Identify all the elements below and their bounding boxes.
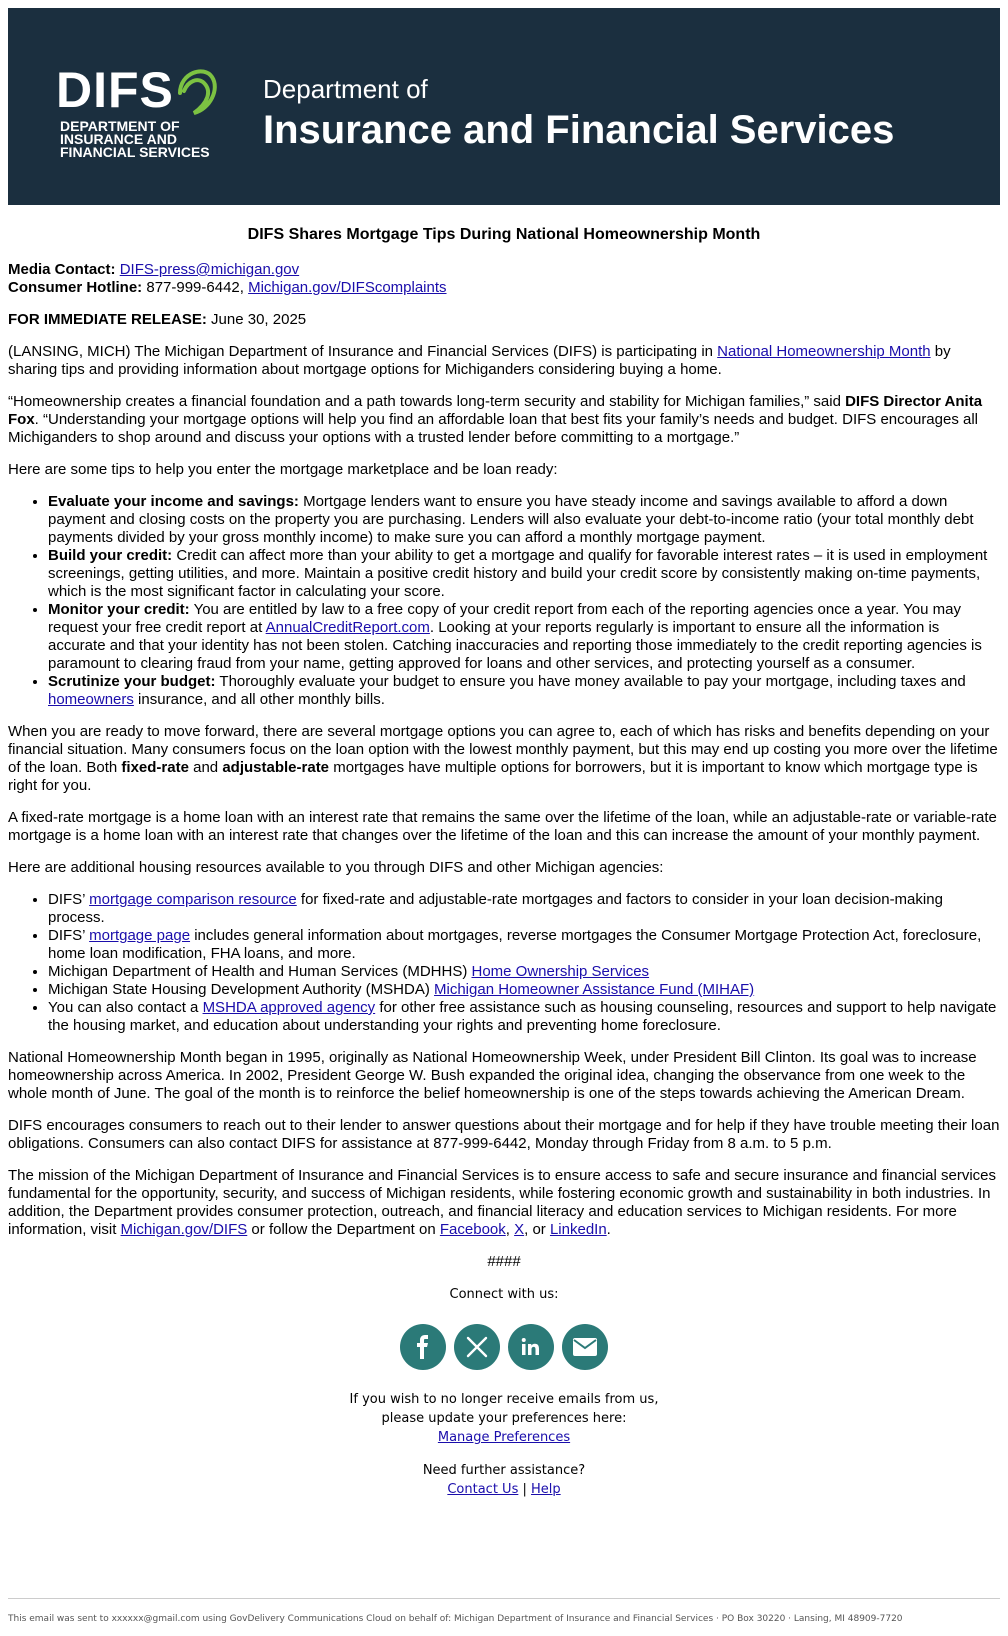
facebook-icon[interactable] [400,1324,446,1370]
list-item [48,891,1000,927]
homeowners-link[interactable]: homeowners [48,691,134,708]
resource-text-end: for fixed-rate and adjustable-rate mortgages and factors to consider in your loan decision-making process. [48,891,943,926]
list-item [48,981,1000,999]
email-icon[interactable] [562,1324,608,1370]
tips-list [8,493,1000,709]
logo-subtitle: DEPARTMENT OF INSURANCE AND FINANCIAL SERVICES [60,118,210,160]
banner-line2: Insurance and Financial Services [263,108,895,152]
resource-text: Michigan Department of Health and Human Services (MDHHS) [48,963,472,980]
mortgage-comparison-link[interactable]: mortgage comparison resource [89,891,297,908]
difs-logo [56,63,226,163]
link-separator: | [522,1482,527,1497]
tip-title: Monitor your credit: [48,601,190,618]
resources-list [8,891,1000,1035]
release-line [8,311,1000,329]
assistance-paragraph: DIFS encourages consumers to reach out to their lender to answer questions about their mortgage and for help if they have trouble meeting their loan obligations. Consumers can also contact DIFS for assistance at 877-999-6442, Monday through Friday from 8 a.m. to 5 p.m. [8,1117,1000,1152]
adjustable-rate-term: adjustable-rate [222,759,330,776]
tip-text-end: . Looking at your reports regularly is important to ensure all the information is accurate and that your identity has not been stolen. Catching inaccuracies and reporting those immediately to the credit reporting agencies is paramount to clearing fraud from your name, getting approved for loans and other services, and protecting yourself as a consumer. [48,619,982,672]
mshda-agency-link[interactable]: MSHDA approved agency [202,999,376,1016]
tip-title: Evaluate your income and savings: [48,493,299,510]
header-banner [8,8,1000,205]
email-footer: This email was sent to xxxxxx@gmail.com using GovDelivery Communications Cloud on behalf of: Michigan Department of Insurance and Financial Services · PO Box 30220 · Lansing, MI 48909-7720 [8,1598,1000,1625]
help-link[interactable]: Help [531,1482,561,1497]
resource-text: Michigan State Housing Development Authority (MSHDA) [48,981,435,998]
quote-text: “Homeownership creates a financial foundation and a path towards long-term security and stability for Michigan families,” said [8,393,846,410]
contact-us-link[interactable]: Contact Us [447,1482,519,1497]
hotline-number: 877-999-6442, [142,279,249,296]
quote-paragraph [8,393,1000,447]
annual-credit-report-link[interactable]: AnnualCreditReport.com [265,619,430,636]
mission-text: The mission of the Michigan Department of Insurance and Financial Services is to ensure access to safe and secure insurance and financial services fundamental for the opportunity, security, and success of Michigan residents, while fostering economic growth and sustainability in both industries. In addition, the Department provides consumer protection, outreach, and financial literacy and education services to Michigan residents. For more information, visit [8,1167,997,1238]
period: . [606,1221,611,1238]
or-separator: , or [524,1221,550,1238]
director-name: DIFS Director Anita Fox [8,393,983,428]
quote-text-end: . “Understanding your mortgage options will help you find an affordable loan that best fits your family’s needs and budget. DIFS encourages all Michiganders to shop around and discuss your options with a trusted lender before committing to a mortgage.” [8,411,979,446]
list-item [48,999,1000,1035]
logo-text: DIFS [56,62,174,118]
intro-paragraph [8,343,1000,379]
tip-title: Scrutinize your budget: [48,673,216,690]
assistance-block [8,1461,1000,1499]
media-contact-label: Media Contact: [8,261,116,278]
x-link[interactable]: X [514,1221,525,1238]
assistance-title: Need further assistance? [422,1463,586,1478]
list-item [48,547,1000,601]
tip-text: You are entitled by law to a free copy of your credit report from each of the reporting agencies once a year. You may request your free credit report at [48,601,961,636]
unsubscribe-block [8,1390,1000,1447]
resource-text: DIFS’ [48,891,90,908]
list-item [48,673,1000,709]
banner-line1: Department of [263,74,428,104]
home-ownership-services-link[interactable]: Home Ownership Services [471,963,650,980]
resource-text: You can also contact a [48,999,203,1016]
resource-text-end: includes general information about mortgages, reverse mortgages the Consumer Mortgage Protection Act, foreclosure, home loan modification, FHA loans, and more. [48,927,982,962]
tip-text: Mortgage lenders want to ensure you have steady income and savings available to afford a down payment and closing costs on the property you are purchasing. Lenders will also evaluate your debt-to-income ratio (your total monthly debt payments divided by your gross monthly income) to make sure you can afford a monthly mortgage payment. [48,493,974,546]
mission-text-mid: or follow the Department on [247,1221,440,1238]
tip-text-end: insurance, and all other monthly bills. [133,691,385,708]
tip-text: Credit can affect more than your ability to get a mortgage and qualify for favorable interest rates – it is used in employment screenings, getting utilities, and more. Maintain a positive credit history and build your credit score by consistently making on-time payments, which is the most significant factor in calculating your score. [48,547,988,600]
tip-text: Thoroughly evaluate your budget to ensure you have money available to pay your mortgage, including taxes and [215,673,966,690]
homeownership-month-link[interactable]: National Homeownership Month [717,343,931,360]
options-paragraph [8,723,1000,795]
release-date: June 30, 2025 [206,311,307,328]
release-label: FOR IMMEDIATE RELEASE: [8,311,207,328]
mission-paragraph [8,1167,1000,1239]
options-and: and [188,759,223,776]
social-icons [8,1324,1000,1370]
facebook-link[interactable]: Facebook [439,1221,506,1238]
comma-separator: , [505,1221,515,1238]
end-mark: #### [487,1253,521,1270]
options-text-end: mortgages have multiple options for borrowers, but it is important to know which mortgage type is right for you. [8,759,978,794]
list-item [48,927,1000,963]
fixed-rate-term: fixed-rate [121,759,189,776]
difs-site-link[interactable]: Michigan.gov/DIFS [120,1221,248,1238]
unsubscribe-line1: If you wish to no longer receive emails from us, [349,1392,659,1407]
history-paragraph: National Homeownership Month began in 1995, originally as National Homeownership Week, under President Bill Clinton. Its goal was to increase homeownership across America. In 2002, President George W. Bush expanded the original idea, changing the observance from one week to the whole month of June. The goal of the month is to reinforce the belief homeownership is one of the steps towards achieving the American Dream. [8,1049,977,1102]
list-item [48,493,1000,547]
list-item [48,963,1000,981]
intro-text-end: by sharing tips and providing information about mortgage options for Michiganders considering buying a home. [8,343,951,378]
resource-text-end: for other free assistance such as housing counseling, resources and support to help navigate the housing market, and education about understanding your rights and preventing home foreclosure. [48,999,997,1034]
mortgage-page-link[interactable]: mortgage page [89,927,191,944]
options-text: When you are ready to move forward, there are several mortgage options you can agree to, each of which has risks and benefits depending on your financial situation. Many consumers focus on the loan option with the lowest monthly payment, but this may end up costing you more over the lifetime of the loan. Both [8,723,998,776]
linkedin-link[interactable]: LinkedIn [549,1221,607,1238]
hotline-label: Consumer Hotline: [8,279,143,296]
tips-intro: Here are some tips to help you enter the mortgage marketplace and be loan ready: [8,461,558,478]
resource-text: DIFS’ [48,927,90,944]
logo-swoosh-icon [174,63,224,118]
connect-label: Connect with us: [449,1287,559,1302]
manage-preferences-link[interactable]: Manage Preferences [437,1430,571,1445]
contact-block [8,261,1000,297]
list-item [48,601,1000,673]
x-icon[interactable] [454,1324,500,1370]
linkedin-icon[interactable] [508,1324,554,1370]
intro-text: (LANSING, MICH) The Michigan Department of Insurance and Financial Services (DIFS) is participating in [8,343,718,360]
mihaf-link[interactable]: Michigan Homeowner Assistance Fund (MIHAF) [434,981,755,998]
press-headline: DIFS Shares Mortgage Tips During National Homeownership Month [247,226,761,243]
media-email-link[interactable]: DIFS-press@michigan.gov [119,261,300,278]
resources-intro: Here are additional housing resources available to you through DIFS and other Michigan agencies: [8,859,664,876]
complaints-link[interactable]: Michigan.gov/DIFScomplaints [248,279,447,296]
unsubscribe-line2: please update your preferences here: [381,1411,627,1426]
fixed-rate-paragraph: A fixed-rate mortgage is a home loan with an interest rate that remains the same over the lifetime of the loan, while an adjustable-rate or variable-rate mortgage is a home loan with an interest rate that changes over the lifetime of the loan and this can increase the amount of your monthly payment. [8,809,997,844]
email-body [8,8,1000,1499]
tip-title: Build your credit: [48,547,173,564]
